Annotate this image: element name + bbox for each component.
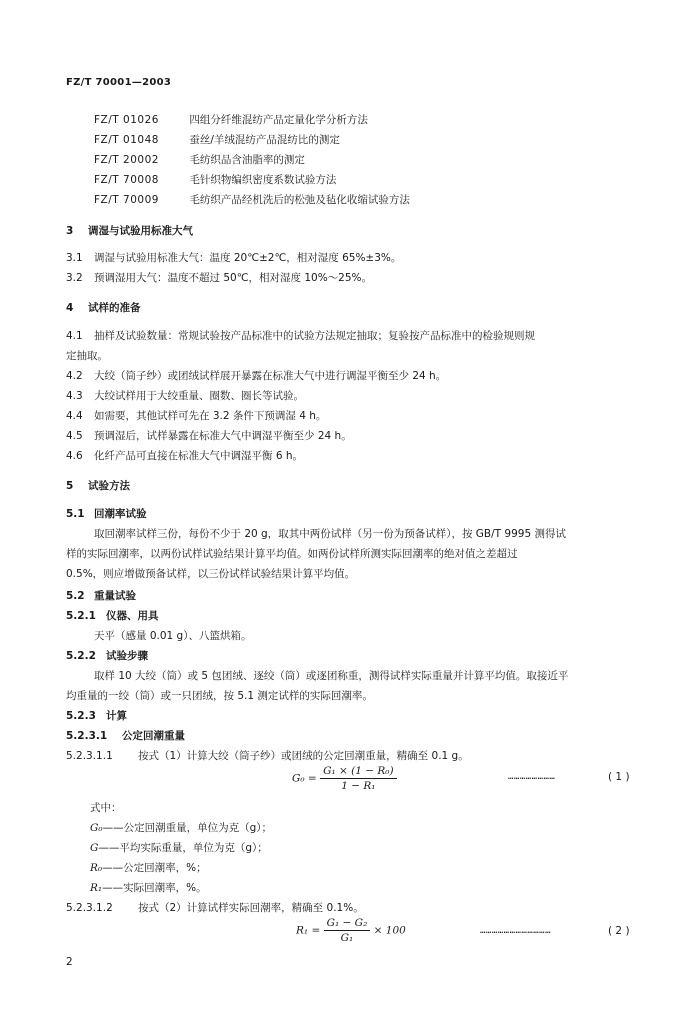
clause-4-1-continued: 定抽取。 bbox=[66, 350, 108, 362]
reference-code: FZ/T 70009 bbox=[94, 194, 159, 206]
clause-number: 5.2.3.1.1 bbox=[66, 750, 113, 762]
clause-3-2 bbox=[66, 270, 372, 285]
clause-title: 重量试验 bbox=[94, 590, 136, 602]
formula-numerator: G₁ × (1 − R₀) bbox=[320, 764, 397, 779]
clause-5-2-3-1-1 bbox=[66, 748, 469, 763]
clause-title: 试验步骤 bbox=[106, 650, 148, 662]
paragraph-line: 取回潮率试样三份，每份不少于 20 g，取其中两份试样（另一份为预备试样），按 GB/T 9995 测得试 bbox=[94, 528, 566, 540]
clause-4-6 bbox=[66, 448, 303, 463]
section-title: 试样的准备 bbox=[88, 302, 141, 314]
reference-code: FZ/T 70008 bbox=[94, 174, 159, 186]
clause-number: 5.2.3.1.2 bbox=[66, 902, 113, 914]
clause-5-2-3-1-2 bbox=[66, 900, 364, 915]
reference-item bbox=[94, 112, 368, 127]
formula-2-label: ( 2 ) bbox=[608, 925, 630, 937]
formula-2 bbox=[296, 916, 406, 945]
section-heading-4 bbox=[66, 300, 141, 315]
section-heading-3 bbox=[66, 223, 193, 238]
clause-text: 抽样及试验数量：常规试验按产品标准中的试验方法规定抽取；复验按产品标准中的检验规则规 bbox=[94, 330, 535, 342]
clause-text: 化纤产品可直接在标准大气中调湿平衡 6 h。 bbox=[94, 450, 304, 462]
clause-heading-5-2 bbox=[66, 588, 136, 603]
where-intro: 式中： bbox=[90, 802, 122, 814]
formula-1 bbox=[292, 764, 397, 793]
clause-4-3 bbox=[66, 388, 304, 403]
clause-number: 5.2.3.1 bbox=[66, 730, 108, 742]
clause-3-1 bbox=[66, 250, 401, 265]
formula-fraction bbox=[324, 916, 371, 945]
clause-number: 4.3 bbox=[66, 390, 83, 402]
section-number: 5 bbox=[66, 480, 74, 492]
reference-item bbox=[94, 132, 340, 147]
formula-2-leader: ……………………………… bbox=[480, 926, 552, 936]
reference-item bbox=[94, 192, 410, 207]
clause-number: 4.6 bbox=[66, 450, 83, 462]
reference-title: 四组分纤维混纺产品定量化学分析方法 bbox=[189, 114, 368, 126]
reference-item bbox=[94, 152, 305, 167]
where-description: 平均实际重量，单位为克（g）； bbox=[119, 842, 268, 854]
reference-code: FZ/T 20002 bbox=[94, 154, 159, 166]
clause-text: 预调湿用大气：温度不超过 50℃，相对湿度 10%～25%。 bbox=[94, 272, 373, 284]
clause-text: 调湿与试验用标准大气：温度 20℃±2℃，相对湿度 65%±3%。 bbox=[94, 252, 402, 264]
clause-4-5 bbox=[66, 428, 352, 443]
reference-item bbox=[94, 172, 336, 187]
clause-title: 计算 bbox=[106, 710, 127, 722]
reference-title: 蚕丝/羊绒混纺产品混纺比的测定 bbox=[189, 134, 340, 146]
clause-heading-5-2-3 bbox=[66, 708, 127, 723]
clause-text: 按式（1）计算大绞（筒子纱）或团绒的公定回潮重量，精确至 0.1 g。 bbox=[138, 750, 469, 762]
clause-number: 4.5 bbox=[66, 430, 83, 442]
where-item bbox=[90, 840, 268, 855]
clause-4-1 bbox=[66, 328, 535, 343]
clause-heading-5-2-1 bbox=[66, 608, 159, 623]
paragraph-line: 取样 10 大绞（筒）或 5 包团绒、逐绞（筒）或逐团称重，测得试样实际重量并计算平均值。取接近平 bbox=[94, 670, 569, 682]
clause-number: 5.2.3 bbox=[66, 710, 96, 722]
clause-title: 公定回潮重量 bbox=[122, 730, 185, 742]
formula-lhs: G₀ = bbox=[292, 772, 317, 785]
where-item bbox=[90, 860, 207, 875]
section-number: 3 bbox=[66, 225, 74, 237]
where-symbol: R₀ bbox=[90, 862, 103, 874]
paragraph-line: 样的实际回潮率，以两份试样试验结果计算平均值。如两份试样所测实际回潮率的绝对值之差超过 bbox=[66, 548, 518, 560]
clause-text: 按式（2）计算试样实际回潮率，精确至 0.1%。 bbox=[138, 902, 364, 914]
formula-1-label: ( 1 ) bbox=[608, 771, 630, 783]
where-separator: —— bbox=[102, 862, 124, 874]
formula-lhs: R₁ = bbox=[296, 924, 321, 937]
clause-number: 5.2.1 bbox=[66, 610, 96, 622]
section-heading-5 bbox=[66, 478, 130, 493]
where-symbol: R₁ bbox=[90, 882, 103, 894]
formula-1-leader: …………………… bbox=[508, 772, 556, 782]
clause-number: 4.2 bbox=[66, 370, 83, 382]
document-code: FZ/T 70001—2003 bbox=[66, 77, 172, 88]
where-item bbox=[90, 880, 207, 895]
clause-text: 如需要，其他试样可先在 3.2 条件下预调湿 4 h。 bbox=[94, 410, 327, 422]
where-symbol: G₀ bbox=[90, 822, 103, 834]
clause-number: 5.1 bbox=[66, 508, 85, 520]
clause-number: 4.4 bbox=[66, 410, 83, 422]
reference-title: 毛纺织品含油脂率的测定 bbox=[189, 154, 305, 166]
paragraph-line: 天平（感量 0.01 g）、八篮烘箱。 bbox=[94, 630, 252, 642]
clause-number: 5.2.2 bbox=[66, 650, 96, 662]
where-separator: —— bbox=[102, 882, 124, 894]
reference-code: FZ/T 01048 bbox=[94, 134, 159, 146]
where-separator: —— bbox=[98, 842, 120, 854]
clause-title: 回潮率试验 bbox=[94, 508, 147, 520]
formula-denominator: 1 − R₁ bbox=[341, 780, 376, 792]
formula-denominator: G₁ bbox=[340, 932, 354, 944]
clause-text: 预调湿后，试样暴露在标准大气中调湿平衡至少 24 h。 bbox=[94, 430, 352, 442]
clause-heading-5-1 bbox=[66, 506, 147, 521]
where-separator: —— bbox=[102, 822, 124, 834]
section-title: 调湿与试验用标准大气 bbox=[88, 225, 193, 237]
clause-4-2 bbox=[66, 368, 446, 383]
reference-title: 毛纺织产品经机洗后的松弛及毡化收缩试验方法 bbox=[189, 194, 410, 206]
clause-heading-5-2-3-1 bbox=[66, 728, 185, 743]
clause-number: 4.1 bbox=[66, 330, 83, 342]
reference-code: FZ/T 01026 bbox=[94, 114, 159, 126]
formula-fraction bbox=[320, 764, 397, 793]
where-description: 公定回潮率，%； bbox=[123, 862, 207, 874]
clause-number: 3.1 bbox=[66, 252, 83, 264]
clause-number: 3.2 bbox=[66, 272, 83, 284]
section-number: 4 bbox=[66, 302, 74, 314]
clause-heading-5-2-2 bbox=[66, 648, 148, 663]
clause-text: 大绞试样用于大绞重量、圈数、圈长等试验。 bbox=[94, 390, 304, 402]
clause-title: 仪器、用具 bbox=[106, 610, 159, 622]
clause-number: 5.2 bbox=[66, 590, 85, 602]
where-symbol: G bbox=[90, 842, 99, 854]
where-item bbox=[90, 820, 272, 835]
clause-4-4 bbox=[66, 408, 326, 423]
section-title: 试验方法 bbox=[88, 480, 130, 492]
paragraph-line: 均重量的一绞（筒）或一只团绒，按 5.1 测定试样的实际回潮率。 bbox=[66, 690, 373, 702]
paragraph-line: 0.5%，则应增做预备试样，以三份试样试验结果计算平均值。 bbox=[66, 568, 356, 580]
reference-title: 毛针织物编织密度系数试验方法 bbox=[189, 174, 337, 186]
where-description: 实际回潮率，%。 bbox=[123, 882, 207, 894]
where-description: 公定回潮重量，单位为克（g）； bbox=[123, 822, 273, 834]
formula-numerator: G₁ − G₂ bbox=[324, 916, 371, 931]
formula-multiplier: × 100 bbox=[373, 924, 406, 937]
clause-text: 大绞（筒子纱）或团绒试样展开暴露在标准大气中进行调湿平衡至少 24 h。 bbox=[94, 370, 447, 382]
page-number: 2 bbox=[66, 956, 73, 968]
